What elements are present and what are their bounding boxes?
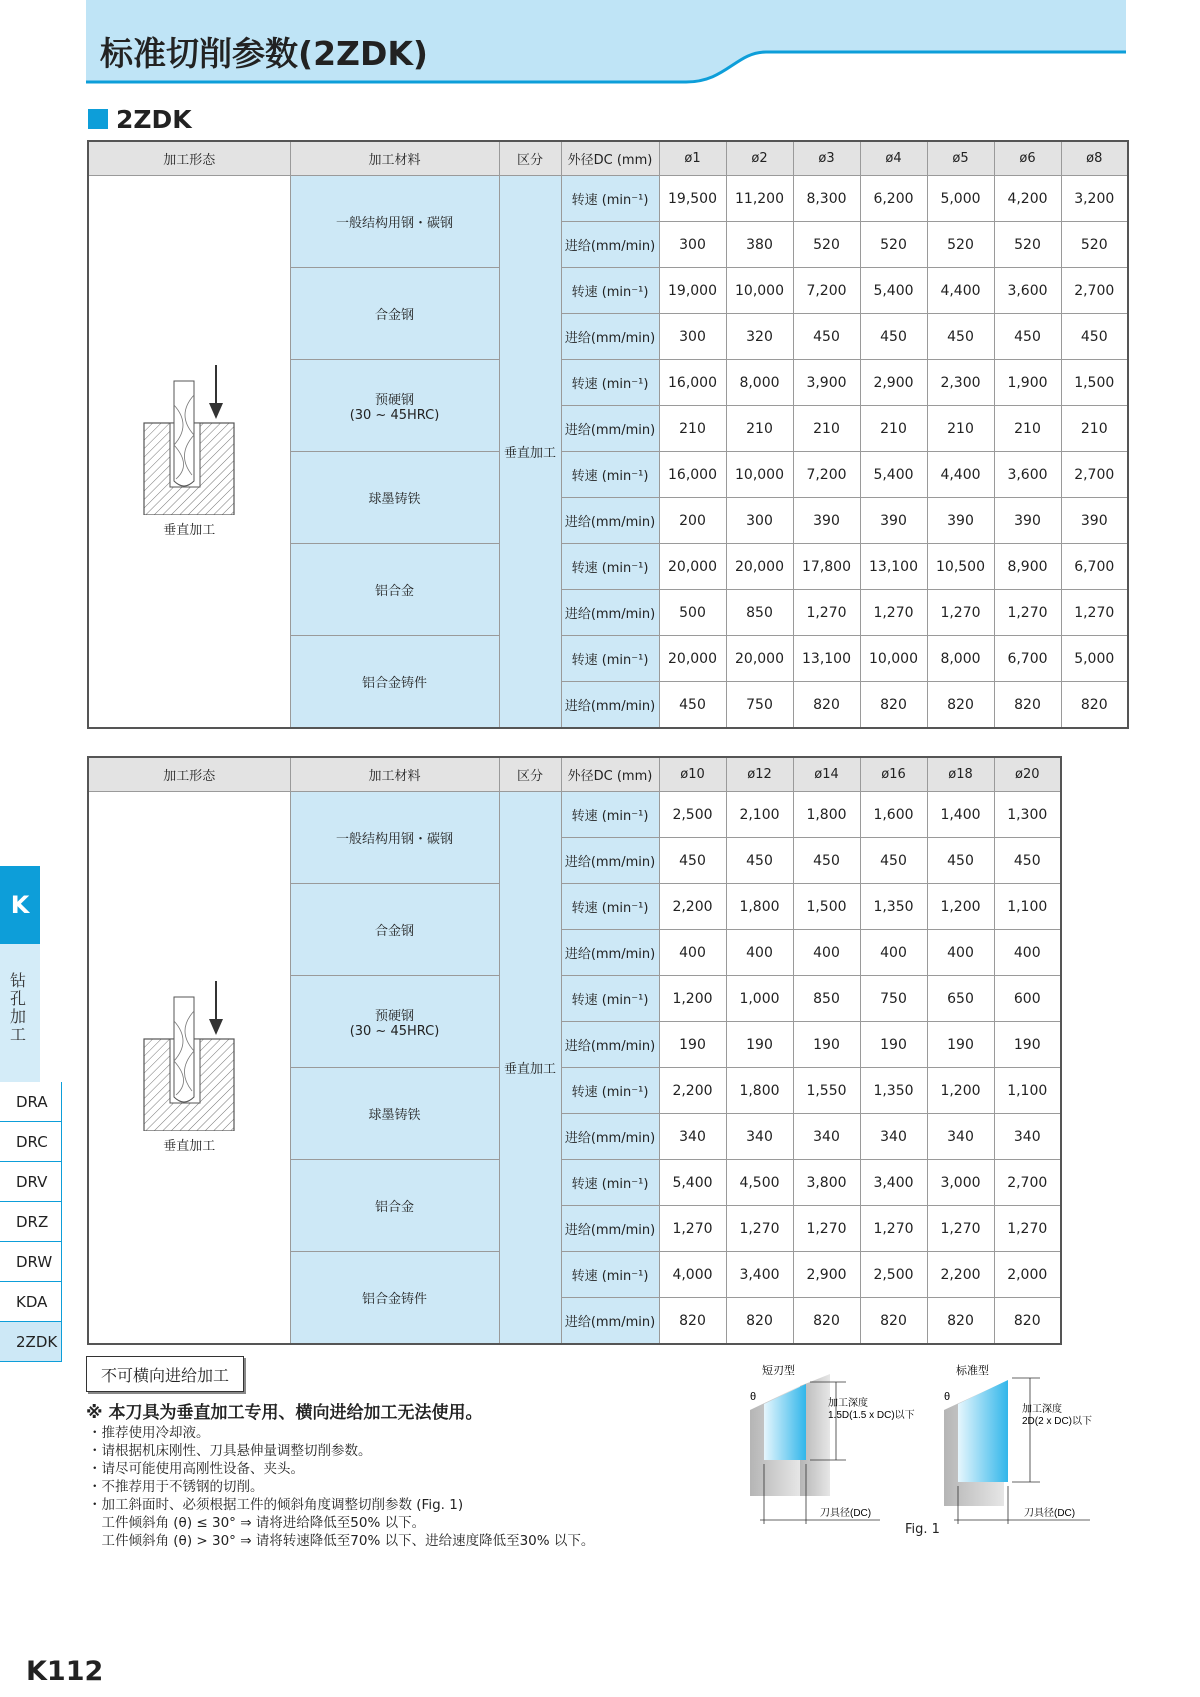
machining-form-label: 垂直加工 [163, 1139, 216, 1154]
speed-value: 5,400 [659, 1160, 726, 1206]
feed-value: 1,270 [927, 590, 994, 636]
side-category-label [0, 944, 40, 1082]
param-feed-label: 进给(mm/min) [561, 406, 659, 452]
feed-value: 300 [659, 222, 726, 268]
feed-value: 210 [793, 406, 860, 452]
material-cell: 铝合金 [290, 544, 499, 636]
feed-value: 340 [793, 1114, 860, 1160]
speed-value: 750 [860, 976, 927, 1022]
feed-value: 450 [860, 838, 927, 884]
header-diameter: ø2 [726, 141, 793, 176]
feed-value: 450 [726, 838, 793, 884]
material-cell: 铝合金铸件 [290, 636, 499, 729]
speed-value: 850 [793, 976, 860, 1022]
param-speed-label: 转速 (min⁻¹) [561, 452, 659, 498]
speed-value: 2,200 [659, 1068, 726, 1114]
page-header [86, 0, 1126, 92]
feed-value: 520 [1061, 222, 1128, 268]
speed-value: 4,000 [659, 1252, 726, 1298]
speed-value: 2,700 [1061, 452, 1128, 498]
speed-value: 1,800 [793, 792, 860, 838]
speed-value: 1,400 [927, 792, 994, 838]
speed-value: 8,300 [793, 176, 860, 222]
notice-item: 工件倾斜角 (θ) > 30° ⇒ 请将转速降低至70% 以下、进给速度降低至30% 以下。 [88, 1533, 595, 1549]
feed-value: 320 [726, 314, 793, 360]
feed-value: 450 [927, 314, 994, 360]
feed-value: 520 [927, 222, 994, 268]
speed-value: 19,500 [659, 176, 726, 222]
speed-value: 1,300 [994, 792, 1061, 838]
side-nav-item-dra[interactable]: DRA [0, 1082, 62, 1122]
fig-std-tool [958, 1380, 1008, 1482]
vertical-drilling-icon [134, 981, 244, 1131]
feed-value: 450 [860, 314, 927, 360]
feed-value: 200 [659, 498, 726, 544]
header-form: 加工形态 [88, 757, 290, 792]
speed-value: 2,100 [726, 792, 793, 838]
speed-value: 5,000 [927, 176, 994, 222]
header-diameter: ø3 [793, 141, 860, 176]
material-cell: 球墨铸铁 [290, 1068, 499, 1160]
speed-value: 3,200 [1061, 176, 1128, 222]
header-diameter: ø20 [994, 757, 1061, 792]
machining-form-cell [88, 792, 290, 1345]
header-form: 加工形态 [88, 141, 290, 176]
feed-value: 390 [860, 498, 927, 544]
fig-std-type-label: 标准型 [956, 1365, 989, 1377]
speed-value: 1,100 [994, 884, 1061, 930]
feed-value: 190 [793, 1022, 860, 1068]
speed-value: 1,200 [927, 884, 994, 930]
speed-value: 1,350 [860, 1068, 927, 1114]
material-cell: 合金钢 [290, 884, 499, 976]
speed-value: 4,400 [927, 452, 994, 498]
param-feed-label: 进给(mm/min) [561, 930, 659, 976]
param-speed-label: 转速 (min⁻¹) [561, 176, 659, 222]
fig-short-dia-label: 刀具径(DC) [820, 1508, 872, 1519]
speed-value: 7,200 [793, 268, 860, 314]
param-feed-label: 进给(mm/min) [561, 1206, 659, 1252]
header-diameter: ø5 [927, 141, 994, 176]
fig-short-theta: θ [750, 1391, 757, 1403]
feed-value: 1,270 [726, 1206, 793, 1252]
feed-value: 450 [994, 314, 1061, 360]
speed-value: 3,600 [994, 268, 1061, 314]
feed-value: 390 [994, 498, 1061, 544]
side-nav-item-kda[interactable]: KDA [0, 1282, 62, 1322]
speed-value: 10,500 [927, 544, 994, 590]
fig1-caption: Fig. 1 [905, 1522, 940, 1537]
table-row-speed [88, 792, 1061, 838]
feed-value: 190 [860, 1022, 927, 1068]
fig-short-depth-label: 加工深度 [828, 1398, 868, 1409]
speed-value: 3,800 [793, 1160, 860, 1206]
fig-std-depth-label: 加工深度 [1022, 1404, 1062, 1415]
speed-value: 20,000 [726, 636, 793, 682]
feed-value: 1,270 [994, 590, 1061, 636]
param-feed-label: 进给(mm/min) [561, 682, 659, 729]
cutting-table-1 [87, 140, 1129, 729]
material-cell: 合金钢 [290, 268, 499, 360]
feed-value: 210 [659, 406, 726, 452]
feed-value: 850 [726, 590, 793, 636]
header-material: 加工材料 [290, 757, 499, 792]
speed-value: 3,400 [726, 1252, 793, 1298]
speed-value: 6,200 [860, 176, 927, 222]
feed-value: 210 [1061, 406, 1128, 452]
fig-short-type-label: 短刃型 [762, 1365, 795, 1377]
section-label: 2ZDK [116, 104, 192, 134]
header-diameter: ø16 [860, 757, 927, 792]
speed-value: 8,000 [927, 636, 994, 682]
speed-value: 2,300 [927, 360, 994, 406]
param-speed-label: 转速 (min⁻¹) [561, 884, 659, 930]
feed-value: 820 [1061, 682, 1128, 729]
speed-value: 1,350 [860, 884, 927, 930]
param-feed-label: 进给(mm/min) [561, 498, 659, 544]
speed-value: 6,700 [994, 636, 1061, 682]
speed-value: 1,000 [726, 976, 793, 1022]
table-header-row [88, 757, 1061, 792]
material-cell: 预硬钢 (30 ~ 45HRC) [290, 360, 499, 452]
param-speed-label: 转速 (min⁻¹) [561, 976, 659, 1022]
side-nav-item-drw[interactable]: DRW [0, 1242, 62, 1282]
side-nav-item-drv[interactable]: DRV [0, 1162, 62, 1202]
side-nav-item-drz[interactable]: DRZ [0, 1202, 62, 1242]
machining-form-cell [88, 176, 290, 729]
speed-value: 20,000 [726, 544, 793, 590]
feed-value: 750 [726, 682, 793, 729]
feed-value: 400 [659, 930, 726, 976]
cutting-table-2 [87, 756, 1062, 1345]
param-speed-label: 转速 (min⁻¹) [561, 792, 659, 838]
speed-value: 13,100 [860, 544, 927, 590]
speed-value: 10,000 [726, 268, 793, 314]
speed-value: 17,800 [793, 544, 860, 590]
feed-value: 820 [994, 1298, 1061, 1345]
speed-value: 19,000 [659, 268, 726, 314]
feed-value: 520 [994, 222, 1061, 268]
feed-value: 400 [793, 930, 860, 976]
speed-value: 3,900 [793, 360, 860, 406]
feed-value: 820 [793, 682, 860, 729]
speed-value: 1,500 [1061, 360, 1128, 406]
speed-value: 1,500 [793, 884, 860, 930]
speed-value: 1,200 [927, 1068, 994, 1114]
feed-value: 300 [726, 498, 793, 544]
feed-value: 450 [793, 314, 860, 360]
side-category-text: 钻孔加工 [9, 971, 26, 1044]
header-diameter: ø12 [726, 757, 793, 792]
feed-value: 210 [927, 406, 994, 452]
speed-value: 2,700 [994, 1160, 1061, 1206]
feed-value: 390 [793, 498, 860, 544]
feed-value: 400 [927, 930, 994, 976]
feed-value: 210 [726, 406, 793, 452]
feed-value: 450 [927, 838, 994, 884]
notice-item: ・加工斜面时、必须根据工件的倾斜角度调整切削参数 (Fig. 1) [88, 1497, 464, 1513]
material-cell: 一般结构用钢・碳钢 [290, 176, 499, 268]
feed-value: 450 [659, 682, 726, 729]
feed-value: 190 [659, 1022, 726, 1068]
side-tab-k[interactable]: K [0, 866, 40, 944]
speed-value: 1,100 [994, 1068, 1061, 1114]
fig-short-depth-value: 1.5D(1.5 x DC)以下 [828, 1410, 915, 1421]
header-dc: 外径DC (mm) [561, 757, 659, 792]
feed-value: 820 [927, 682, 994, 729]
fig-std-dia-label: 刀具径(DC) [1024, 1508, 1076, 1519]
type-cell: 垂直加工 [499, 176, 561, 729]
side-nav [0, 1082, 62, 1362]
feed-value: 450 [1061, 314, 1128, 360]
speed-value: 5,400 [860, 452, 927, 498]
speed-value: 20,000 [659, 636, 726, 682]
feed-value: 390 [927, 498, 994, 544]
param-feed-label: 进给(mm/min) [561, 314, 659, 360]
speed-value: 1,800 [726, 884, 793, 930]
speed-value: 1,800 [726, 1068, 793, 1114]
feed-value: 520 [793, 222, 860, 268]
feed-value: 450 [793, 838, 860, 884]
feed-value: 820 [793, 1298, 860, 1345]
feed-value: 400 [726, 930, 793, 976]
header-diameter: ø18 [927, 757, 994, 792]
feed-value: 340 [927, 1114, 994, 1160]
speed-value: 1,200 [659, 976, 726, 1022]
speed-value: 5,000 [1061, 636, 1128, 682]
side-nav-item-2zdk[interactable]: 2ZDK [0, 1322, 62, 1362]
header-type: 区分 [499, 757, 561, 792]
speed-value: 4,500 [726, 1160, 793, 1206]
feed-value: 340 [659, 1114, 726, 1160]
speed-value: 10,000 [726, 452, 793, 498]
speed-value: 1,600 [860, 792, 927, 838]
notice-item: ・不推荐用于不锈钢的切削。 [88, 1479, 264, 1495]
header-diameter: ø4 [860, 141, 927, 176]
material-cell: 一般结构用钢・碳钢 [290, 792, 499, 884]
header-type: 区分 [499, 141, 561, 176]
feed-value: 340 [994, 1114, 1061, 1160]
speed-value: 8,900 [994, 544, 1061, 590]
speed-value: 16,000 [659, 360, 726, 406]
speed-value: 2,700 [1061, 268, 1128, 314]
feed-value: 380 [726, 222, 793, 268]
fig-std-depth-value: 2D(2 x DC)以下 [1022, 1416, 1093, 1427]
section-square-icon [88, 109, 108, 129]
notice-main: ※ 本刀具为垂直加工专用、横向进给加工无法使用。 [86, 1403, 483, 1423]
feed-value: 1,270 [927, 1206, 994, 1252]
speed-value: 10,000 [860, 636, 927, 682]
speed-value: 13,100 [793, 636, 860, 682]
table-row-speed [88, 176, 1128, 222]
feed-value: 450 [659, 838, 726, 884]
feed-value: 210 [860, 406, 927, 452]
vertical-drilling-icon [134, 365, 244, 515]
feed-value: 1,270 [793, 1206, 860, 1252]
material-cell: 球墨铸铁 [290, 452, 499, 544]
type-cell: 垂直加工 [499, 792, 561, 1345]
speed-value: 2,500 [860, 1252, 927, 1298]
feed-value: 820 [860, 682, 927, 729]
param-speed-label: 转速 (min⁻¹) [561, 1252, 659, 1298]
feed-value: 1,270 [1061, 590, 1128, 636]
feed-value: 1,270 [994, 1206, 1061, 1252]
param-feed-label: 进给(mm/min) [561, 838, 659, 884]
header-dc: 外径DC (mm) [561, 141, 659, 176]
speed-value: 2,200 [927, 1252, 994, 1298]
feed-value: 500 [659, 590, 726, 636]
notice-list [88, 1424, 594, 1550]
speed-value: 1,900 [994, 360, 1061, 406]
header-diameter: ø14 [793, 757, 860, 792]
speed-value: 3,000 [927, 1160, 994, 1206]
notice-item: ・请根据机床刚性、刀具悬伸量调整切削参数。 [88, 1443, 372, 1459]
speed-value: 4,400 [927, 268, 994, 314]
feed-value: 820 [860, 1298, 927, 1345]
speed-value: 2,200 [659, 884, 726, 930]
no-side-feed-badge: 不可横向进给加工 [86, 1356, 244, 1392]
speed-value: 650 [927, 976, 994, 1022]
speed-value: 2,500 [659, 792, 726, 838]
header-diameter: ø1 [659, 141, 726, 176]
notice-item: ・请尽可能使用高刚性设备、夹头。 [88, 1461, 304, 1477]
feed-value: 520 [860, 222, 927, 268]
feed-value: 820 [659, 1298, 726, 1345]
table-header-row [88, 141, 1128, 176]
feed-value: 340 [726, 1114, 793, 1160]
speed-value: 20,000 [659, 544, 726, 590]
page-title: 标准切削参数(2ZDK) [100, 34, 429, 73]
feed-value: 1,270 [860, 590, 927, 636]
side-nav-item-drc[interactable]: DRC [0, 1122, 62, 1162]
feed-value: 300 [659, 314, 726, 360]
speed-value: 5,400 [860, 268, 927, 314]
feed-value: 190 [927, 1022, 994, 1068]
page-number: K112 [26, 1656, 104, 1687]
header-material: 加工材料 [290, 141, 499, 176]
material-cell: 预硬钢 (30 ~ 45HRC) [290, 976, 499, 1068]
feed-value: 820 [726, 1298, 793, 1345]
speed-value: 7,200 [793, 452, 860, 498]
feed-value: 450 [994, 838, 1061, 884]
speed-value: 16,000 [659, 452, 726, 498]
speed-value: 3,400 [860, 1160, 927, 1206]
param-speed-label: 转速 (min⁻¹) [561, 360, 659, 406]
header-diameter: ø8 [1061, 141, 1128, 176]
speed-value: 3,600 [994, 452, 1061, 498]
feed-value: 190 [726, 1022, 793, 1068]
material-cell: 铝合金铸件 [290, 1252, 499, 1345]
speed-value: 600 [994, 976, 1061, 1022]
header-diameter: ø6 [994, 141, 1061, 176]
param-feed-label: 进给(mm/min) [561, 1298, 659, 1345]
param-speed-label: 转速 (min⁻¹) [561, 268, 659, 314]
param-feed-label: 进给(mm/min) [561, 222, 659, 268]
machining-form-label: 垂直加工 [163, 523, 216, 538]
feed-value: 400 [860, 930, 927, 976]
feed-value: 820 [927, 1298, 994, 1345]
feed-value: 190 [994, 1022, 1061, 1068]
header-diameter: ø10 [659, 757, 726, 792]
feed-value: 1,270 [793, 590, 860, 636]
notice-item: 工件倾斜角 (θ) ≤ 30° ⇒ 请将进给降低至50% 以下。 [88, 1515, 426, 1531]
feed-value: 390 [1061, 498, 1128, 544]
speed-value: 1,550 [793, 1068, 860, 1114]
param-speed-label: 转速 (min⁻¹) [561, 636, 659, 682]
section-title [88, 105, 192, 133]
material-cell: 铝合金 [290, 1160, 499, 1252]
notice-item: ・推荐使用冷却液。 [88, 1425, 210, 1441]
param-feed-label: 进给(mm/min) [561, 590, 659, 636]
speed-value: 2,900 [860, 360, 927, 406]
param-speed-label: 转速 (min⁻¹) [561, 544, 659, 590]
fig1-svg [740, 1360, 1120, 1530]
fig-short-tool [764, 1384, 806, 1460]
speed-value: 6,700 [1061, 544, 1128, 590]
speed-value: 2,900 [793, 1252, 860, 1298]
param-speed-label: 转速 (min⁻¹) [561, 1068, 659, 1114]
speed-value: 8,000 [726, 360, 793, 406]
param-feed-label: 进给(mm/min) [561, 1114, 659, 1160]
feed-value: 400 [994, 930, 1061, 976]
fig-std-theta: θ [944, 1391, 951, 1403]
feed-value: 820 [994, 682, 1061, 729]
speed-value: 4,200 [994, 176, 1061, 222]
speed-value: 11,200 [726, 176, 793, 222]
param-speed-label: 转速 (min⁻¹) [561, 1160, 659, 1206]
feed-value: 340 [860, 1114, 927, 1160]
speed-value: 2,000 [994, 1252, 1061, 1298]
param-feed-label: 进给(mm/min) [561, 1022, 659, 1068]
feed-value: 1,270 [659, 1206, 726, 1252]
feed-value: 1,270 [860, 1206, 927, 1252]
feed-value: 210 [994, 406, 1061, 452]
